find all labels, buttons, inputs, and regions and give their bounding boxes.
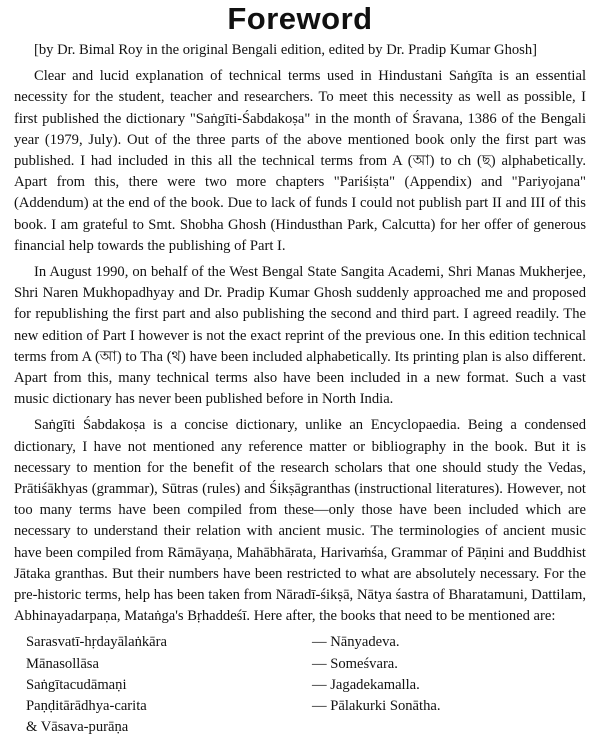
book-title: Sarasvatī-hṛdayālaṅkāra	[26, 634, 167, 651]
book-author: — Someśvara.	[312, 655, 398, 672]
editor-note: [by Dr. Bimal Roy in the original Bengali edition, edited by Dr. Pradip Kumar Ghosh]	[34, 42, 538, 58]
page-title: Foreword	[227, 1, 373, 36]
book-list	[26, 632, 586, 738]
book-author: — Jagadekamalla.	[312, 676, 420, 693]
book-title: Paṇḍitārādhya-carita	[26, 698, 147, 715]
book-author: — Nānyadeva.	[312, 634, 400, 651]
paragraph-1: Clear and lucid explanation of technical terms used in Hindustani Saṅgīta is an essential necessity for the student, teacher and researchers. To meet this necessity as well as possible, I first published the dictionary "Saṅgīti-Śabdakoṣa" in the month of Śravana, 1386 of the Bengali year (1979, July). Out of the three parts of the above mentioned book only the first part was published. I had included in this all the technical terms from A (আ) to ch (ছ) alphabetically. Apart from this, there were two more chapters "Pariśiṣta" (Appendix) and "Pariyojana" (Addendum) at the end of the book. Due to lack of funds I could not publish part II and III of this book. I am grateful to Smt. Shobha Ghosh (Hindusthan Park, Calcutta) for her offer of generous financial help towards the publishing of Part I.	[14, 68, 586, 254]
paragraph-3: Saṅgīti Śabdakoṣa is a concise dictionary, unlike an Encyclopaedia. Being a condensed dictionary, I have not mentioned any reference matter or bibliography in the book. But it is necessary to mention for the benefit of the research scholars that one should study the Vedas, Prātiśākhyas (grammar), Sūtras (rules) and Śikṣāgranthas (instructional literatures). However, not too many terms have been compiled from these—only those have been included which are necessary to understand their relation with ancient music. The terminologies of ancient music have been compiled from Rāmāyaṇa, Mahābhārata, Harivaṁśa, Grammar of Pāṇini and Buddhist Jātaka granthas. But their numbers have been restricted to what are absolutely necessary. For the pre-historic terms, help has been taken from Nāradī-śikṣā, Nātya śastra of Bharatamuni, Dattilam, Abhinayadarpaṇa, Mataṅga's Bṛhaddeśī. Here after, the books that need to be mentioned are:	[14, 417, 586, 625]
paragraph-2: In August 1990, on behalf of the West Bengal State Sangita Academi, Shri Manas Mukherjee, Shri Naren Mukhopadhyay and Dr. Pradip Kumar Ghosh suddenly approached me and proposed for republishing the first part and also publishing the second and third part. I agreed readily. The new edition of Part I however is not the exact reprint of the previous one. In this edition technical terms from A (আ) to Tha (থ) have been included alphabetically. Its printing plan is also different. Apart from this, many technical terms also have been included in a new format. Such a vast music dictionary has never been published before in North India.	[14, 264, 586, 408]
book-title: Saṅgītacudāmaṇi	[26, 676, 127, 693]
book-author	[312, 717, 572, 738]
book-author: — Pālakurki Sonātha.	[312, 698, 441, 715]
foreword-body	[14, 40, 586, 627]
book-title: & Vāsava-purāṇa	[26, 719, 129, 736]
book-title: Mānasollāsa	[26, 655, 99, 672]
